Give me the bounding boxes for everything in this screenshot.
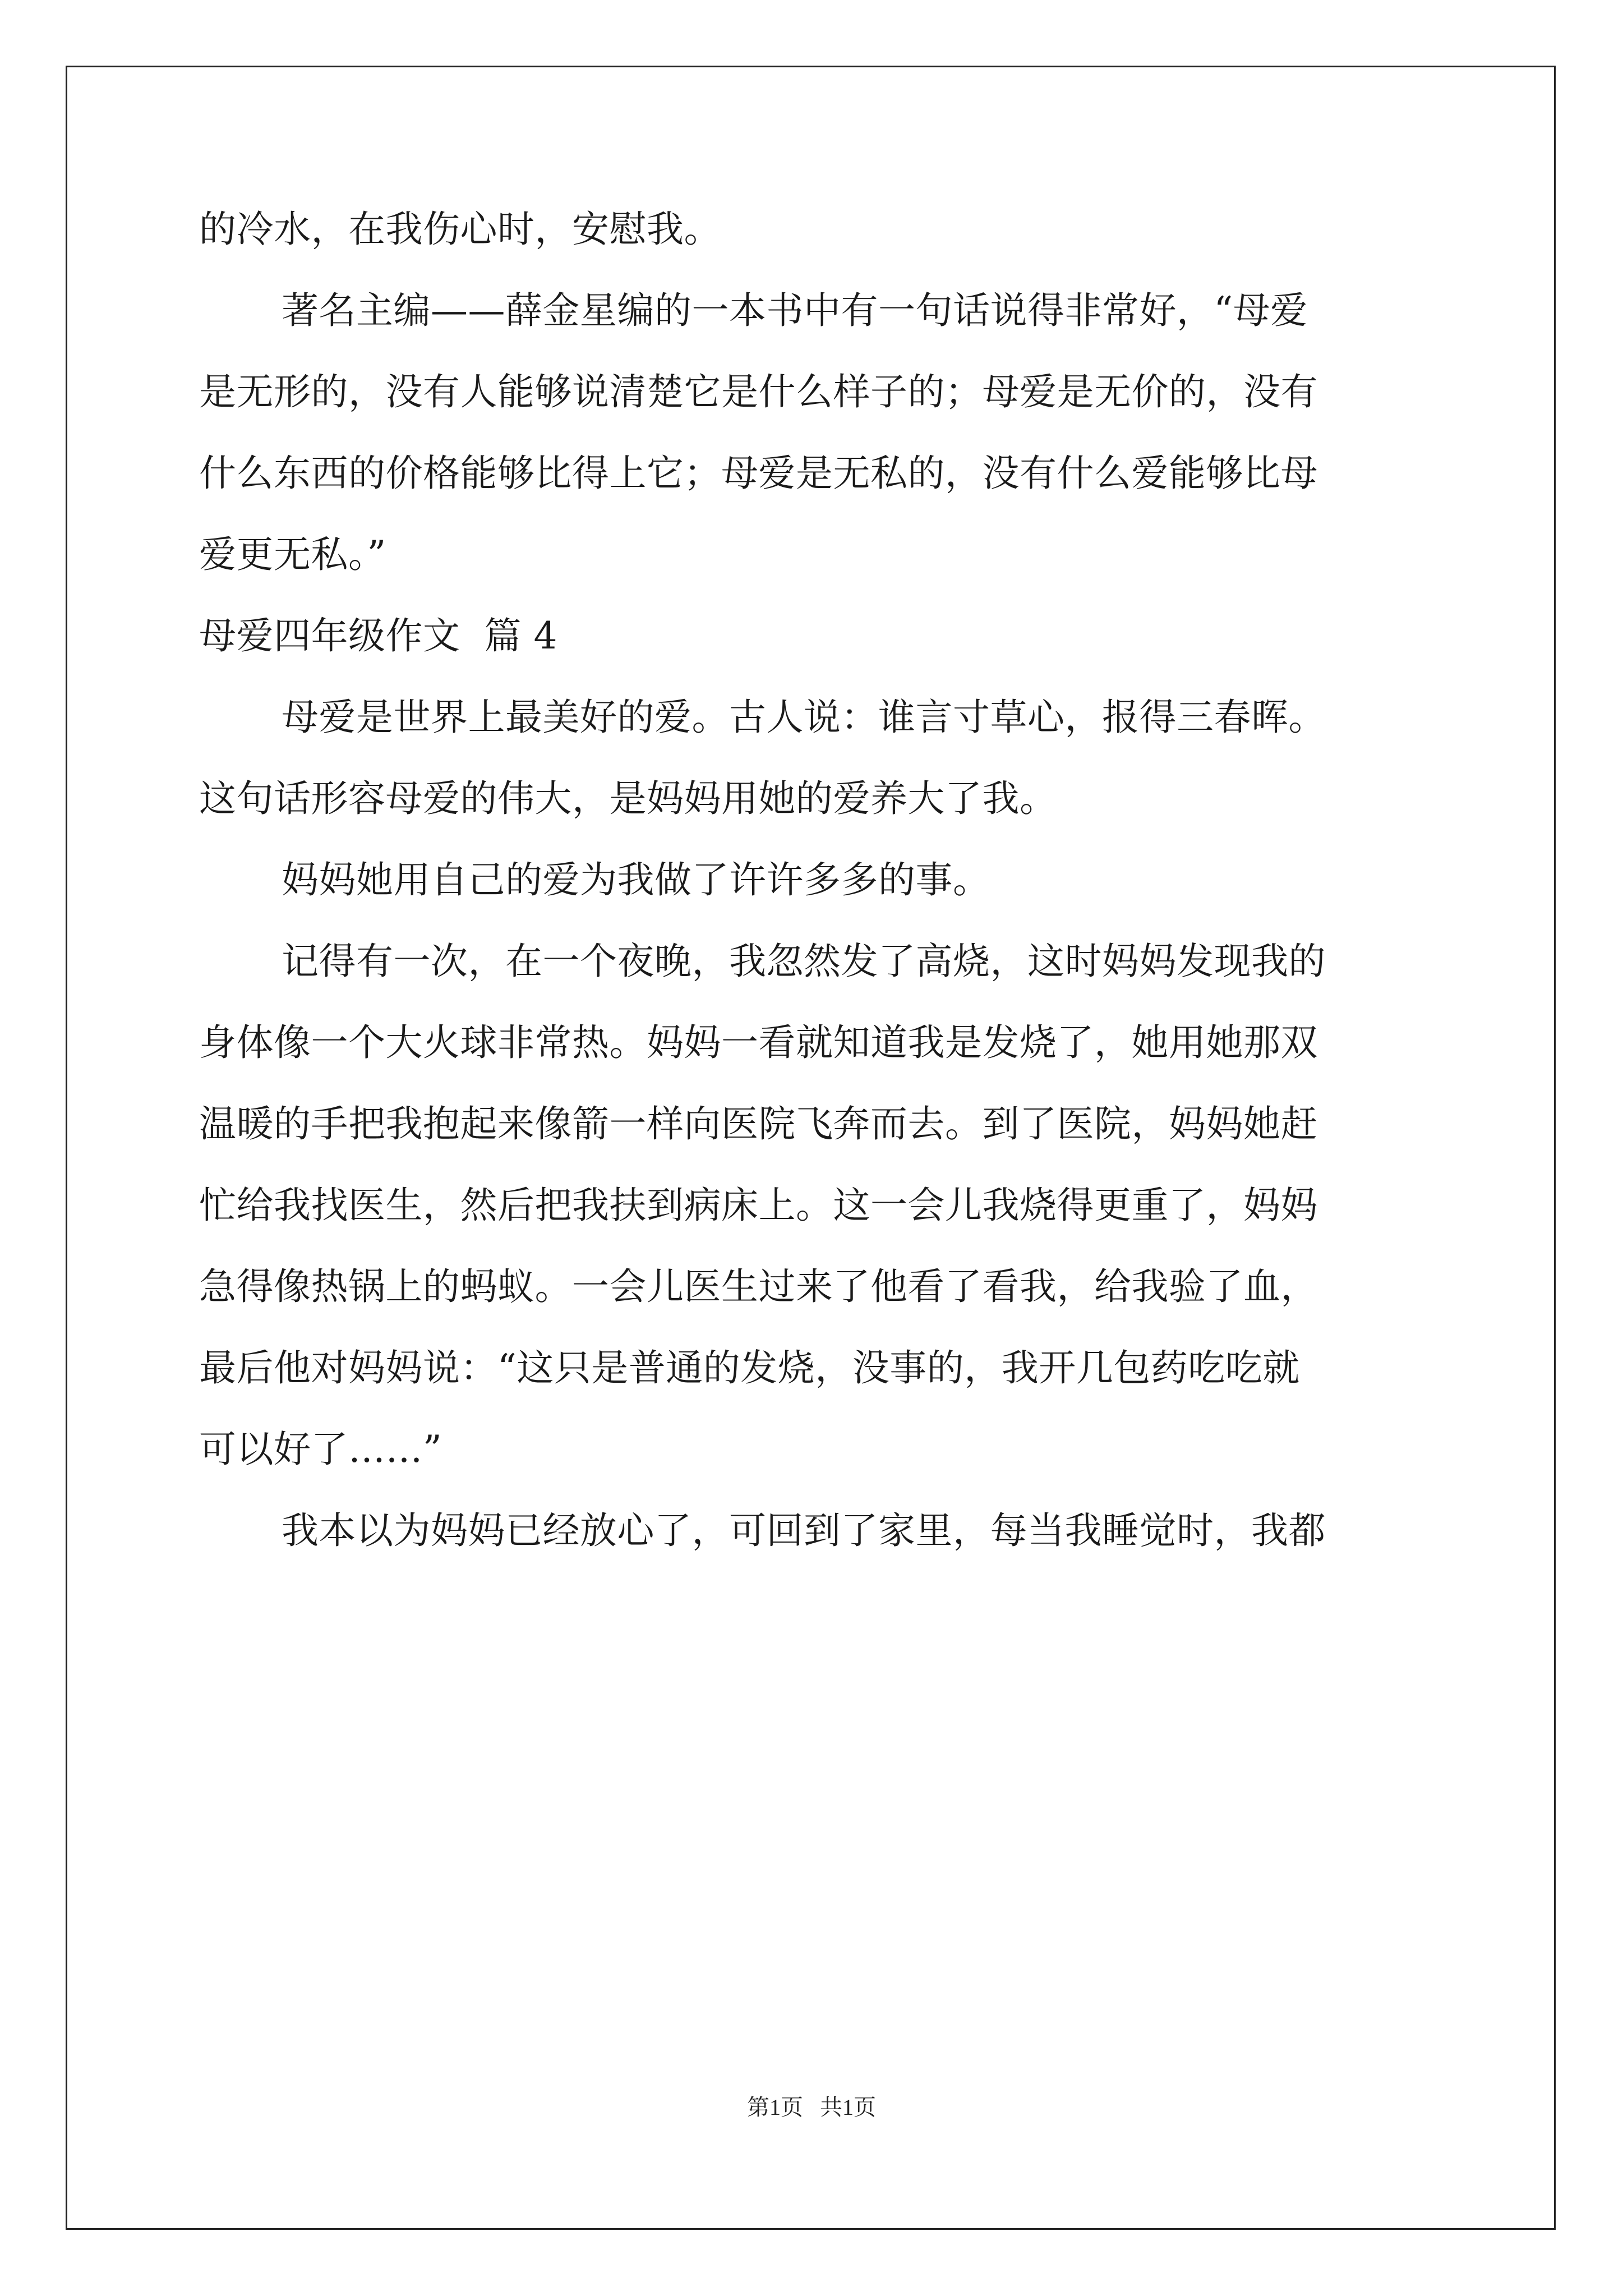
section-heading: 母爱四年级作文 篇 4 (199, 614, 557, 657)
paragraph-line: 身体像一个大火球非常热。妈妈一看就知道我是发烧了，她用她那双 (199, 1021, 1318, 1064)
paragraph-line: 可以好了……” (199, 1428, 442, 1471)
page-number-footer: 第1页 共1页 (747, 2095, 876, 2120)
paragraph-line: 记得有一次，在一个夜晚，我忽然发了高烧，这时妈妈发现我的 (282, 940, 1326, 983)
paragraph-line: 的冷水，在我伤心时，安慰我。 (199, 208, 721, 251)
paragraph-line: 什么东西的价格能够比得上它；母爱是无私的，没有什么爱能够比母 (199, 452, 1318, 495)
document-body (199, 208, 1427, 1594)
paragraph-line: 最后他对妈妈说：“这只是普通的发烧，没事的，我开几包药吃吃就 (199, 1346, 1300, 1389)
paragraph-line: 这句话形容母爱的伟大，是妈妈用她的爱养大了我。 (199, 777, 1057, 820)
paragraph-line: 急得像热锅上的蚂蚁。一会儿医生过来了他看了看我，给我验了血， (199, 1265, 1318, 1308)
paragraph-line: 著名主编——薛金星编的一本书中有一句话说得非常好，“母爱 (282, 289, 1308, 332)
paragraph-line: 忙给我找医生，然后把我扶到病床上。这一会儿我烧得更重了，妈妈 (199, 1184, 1318, 1227)
paragraph-line: 我本以为妈妈已经放心了，可回到了家里，每当我睡觉时，我都 (282, 1509, 1326, 1552)
paragraph-line: 爱更无私。” (199, 533, 386, 576)
paragraph-line: 妈妈她用自己的爱为我做了许许多多的事。 (282, 858, 990, 901)
paragraph-line: 温暖的手把我抱起来像箭一样向医院飞奔而去。到了医院，妈妈她赶 (199, 1102, 1318, 1145)
paragraph-line: 是无形的，没有人能够说清楚它是什么样子的；母爱是无价的，没有 (199, 370, 1318, 413)
paragraph-line: 母爱是世界上最美好的爱。古人说：谁言寸草心，报得三春晖。 (282, 696, 1326, 739)
